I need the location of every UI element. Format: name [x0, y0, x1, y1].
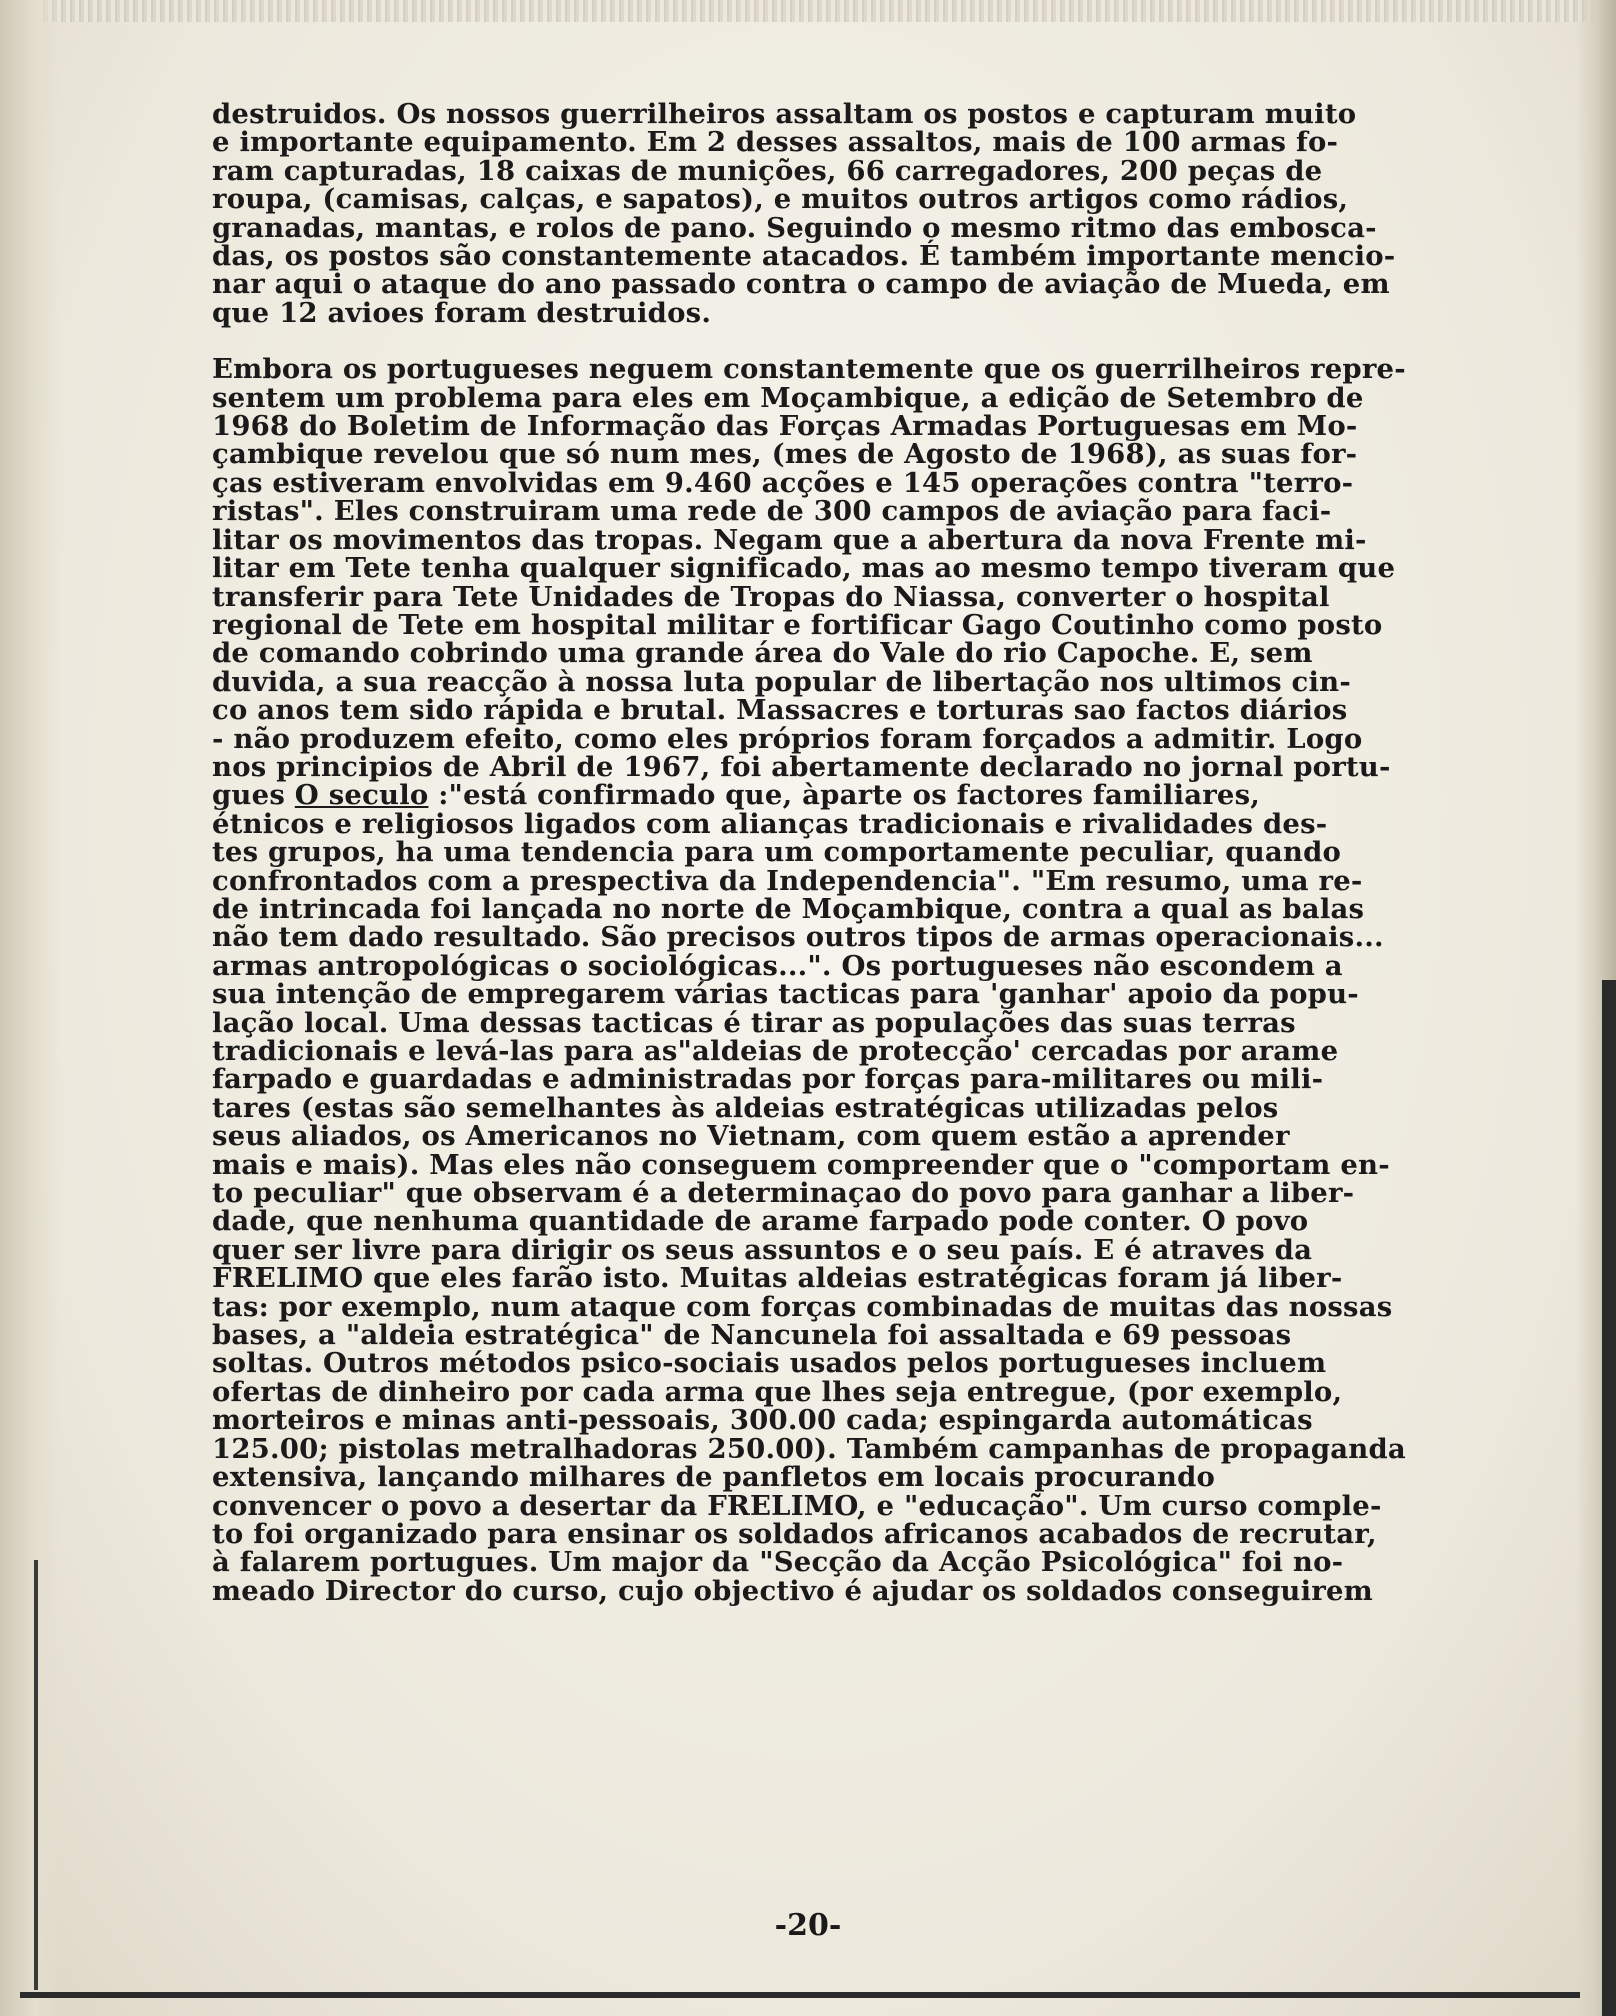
text-line: não tem dado resultado. São precisos outros tipos de armas operacionais...: [212, 921, 1384, 954]
continuation-lines: [212, 807, 1542, 1607]
text-fragment: :"está confirmado que, àparte os factores familiares,: [428, 779, 1261, 812]
text-line: tes grupos, ha uma tendencia para um comportamente peculiar, quando: [212, 836, 1342, 869]
text-line: co anos tem sido rápida e brutal. Massacres e torturas sao factos diários: [212, 694, 1348, 727]
text-line: litar os movimentos das tropas. Negam que a abertura da nova Frente mi-: [212, 523, 1367, 556]
text-line: seus aliados, os Americanos no Vietnam, com quem estão a aprender: [212, 1120, 1290, 1153]
scan-top-edge: [0, 0, 1616, 22]
text-line: Embora os portugueses neguem constantemente que os guerrilheiros repre-: [212, 353, 1406, 386]
text-line: FRELIMO que eles farão isto. Muitas aldeias estratégicas foram já liber-: [212, 1262, 1343, 1295]
text-line: das, os postos são constantemente atacados. É também importante mencio-: [212, 240, 1396, 273]
text-line: destruidos. Os nossos guerrilheiros assaltam os postos e capturam muito: [212, 98, 1357, 130]
text-line: extensiva, lançando milhares de panfletos em locais procurando: [212, 1461, 1216, 1494]
text-line: ças estiveram envolvidas em 9.460 acções e 145 operações contra "terro-: [212, 466, 1354, 499]
text-line: - não produzem efeito, como eles próprios foram forçados a admitir. Logo: [212, 722, 1363, 755]
text-line: sentem um problema para eles em Moçambique, a edição de Setembro de: [212, 381, 1364, 414]
text-line: convencer o povo a desertar da FRELIMO, e "educação". Um curso comple-: [212, 1489, 1382, 1522]
text-line: sua intenção de empregarem várias tacticas para 'ganhar' apoio da popu-: [212, 978, 1359, 1011]
text-line: quer ser livre para dirigir os seus assuntos e o seu país. E é atraves da: [212, 1233, 1313, 1266]
text-line: ofertas de dinheiro por cada arma que lhes seja entregue, (por exemplo,: [212, 1375, 1343, 1408]
text-line: soltas. Outros métodos psico-sociais usados pelos portugueses incluem: [212, 1347, 1327, 1380]
text-line: étnicos e religiosos ligados com alianças tradicionais e rivalidades des-: [212, 807, 1328, 840]
text-line: 1968 do Boletim de Informação das Forças Armadas Portuguesas em Mo-: [212, 410, 1358, 443]
newspaper-title: O seculo: [294, 779, 429, 812]
text-line: 125.00; pistolas metralhadoras 250.00). Também campanhas de propaganda: [212, 1432, 1406, 1465]
text-line: regional de Tete em hospital militar e fortificar Gago Coutinho como posto: [212, 608, 1383, 641]
text-line: armas antropológicas o sociológicas...". Os portugueses não escondem a: [212, 949, 1343, 982]
text-line: litar em Tete tenha qualquer significado, mas ao mesmo tempo tiveram que: [212, 552, 1396, 585]
text-line: que 12 avioes foram destruidos.: [212, 296, 712, 329]
text-line: de comando cobrindo uma grande área do Vale do rio Capoche. E, sem: [212, 637, 1313, 670]
text-line: to peculiar" que observam é a determinaçao do povo para ganhar a liber-: [212, 1177, 1355, 1210]
text-line-with-title: [212, 779, 1542, 812]
text-line: to foi organizado para ensinar os soldados africanos acabados de recrutar,: [212, 1517, 1377, 1550]
paragraph-1: [212, 100, 1542, 327]
text-line: farpado e guardadas e administradas por forças para-militares ou mili-: [212, 1063, 1324, 1096]
text-line: dade, que nenhuma quantidade de arame farpado pode conter. O povo: [212, 1205, 1309, 1238]
text-line: ram capturadas, 18 caixas de munições, 66 carregadores, 200 peças de: [212, 154, 1323, 187]
text-line: à falarem portugues. Um major da "Secção da Acção Psicológica" foi no-: [212, 1546, 1344, 1579]
text-line: transferir para Tete Unidades de Tropas do Niassa, converter o hospital: [212, 580, 1330, 613]
text-line: bases, a "aldeia estratégica" de Nancunela foi assaltada e 69 pessoas: [212, 1319, 1292, 1352]
body-text: [212, 100, 1542, 1605]
text-line: confrontados com a prespectiva da Independencia". "Em resumo, uma re-: [212, 864, 1363, 897]
text-line: tradicionais e levá-las para as"aldeias de protecção' cercadas por arame: [212, 1035, 1339, 1067]
text-fragment: gues: [212, 779, 295, 812]
text-line: duvida, a sua reacção à nossa luta popular de libertação nos ultimos cin-: [212, 665, 1351, 698]
text-line: nar aqui o ataque do ano passado contra o campo de aviação de Mueda, em: [212, 268, 1390, 301]
text-line: roupa, (camisas, calças, e sapatos), e muitos outros artigos como rádios,: [212, 183, 1349, 216]
paragraph-2: [212, 355, 1542, 1605]
text-line: lação local. Uma dessas tacticas é tirar as populações das suas terras: [212, 1006, 1296, 1039]
scan-right-binding: [1602, 980, 1616, 2016]
page-number: -20-: [774, 1908, 842, 1943]
text-line: e importante equipamento. Em 2 desses assaltos, mais de 100 armas fo-: [212, 126, 1339, 159]
text-line: çambique revelou que só num mes, (mes de Agosto de 1968), as suas for-: [212, 438, 1358, 471]
text-line: tares (estas são semelhantes às aldeias estratégicas utilizadas pelos: [212, 1091, 1279, 1124]
text-line: granadas, mantas, e rolos de pano. Seguindo o mesmo ritmo das embosca-: [212, 211, 1377, 244]
scan-bottom-rule: [20, 1992, 1580, 1998]
text-line: morteiros e minas anti-pessoais, 300.00 cada; espingarda automáticas: [212, 1404, 1313, 1437]
text-line: mais e mais). Mas eles não conseguem compreender que o "comportam en-: [212, 1148, 1390, 1181]
text-line: tas: por exemplo, num ataque com forças combinadas de muitas das nossas: [212, 1290, 1393, 1323]
text-line: de intrincada foi lançada no norte de Moçambique, contra a qual as balas: [212, 892, 1365, 925]
text-line: nos principios de Abril de 1967, foi abertamente declarado no jornal portu-: [212, 750, 1391, 783]
text-line: ristas". Eles construiram uma rede de 300 campos de aviação para faci-: [212, 495, 1332, 528]
text-line: meado Director do curso, cujo objectivo é ajudar os soldados conseguirem: [212, 1574, 1373, 1607]
scan-left-shadow: [0, 0, 60, 2016]
